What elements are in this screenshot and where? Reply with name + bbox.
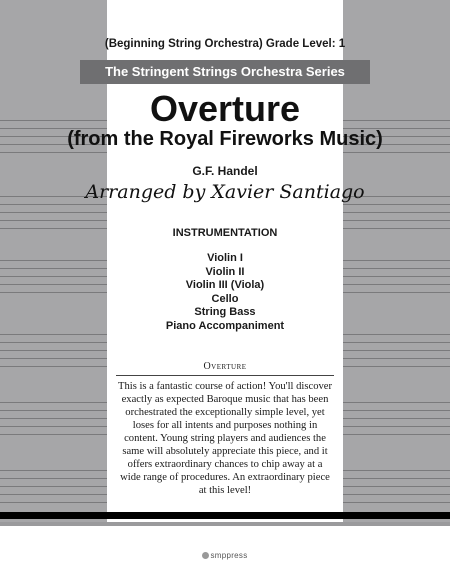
bottom-black-bar bbox=[0, 512, 450, 519]
arranger-credit: Arranged by Xavier Santiago bbox=[85, 181, 365, 203]
instrument-item: Cello bbox=[211, 292, 239, 305]
instrument-item: Violin I bbox=[207, 252, 243, 264]
instrumentation-heading: INSTRUMENTATION bbox=[172, 227, 278, 239]
description-heading: Overture bbox=[203, 361, 247, 372]
instrument-item: String Bass bbox=[194, 306, 256, 318]
series-title: The Stringent Strings Orchestra Series bbox=[105, 64, 345, 79]
piece-subtitle: (from the Royal Fireworks Music) bbox=[67, 128, 383, 150]
description-divider bbox=[116, 375, 334, 376]
instrumentation-list bbox=[0, 252, 450, 333]
instrument-item: Piano Accompaniment bbox=[165, 319, 285, 332]
bottom-gray-bar bbox=[0, 522, 450, 526]
grade-level: (Beginning String Orchestra) Grade Level: 1 bbox=[104, 38, 346, 50]
piece-title: Overture bbox=[149, 88, 301, 129]
instrument-item: Violin III (Viola) bbox=[185, 279, 265, 291]
instrument-item: Violin II bbox=[205, 265, 245, 278]
description-text: This is a fantastic course of action! You'll discover exactly as expected Baroque music that has been orchestrated the exceptionally simple level, yet loses for all intents and purposes nothing in content. Young string players and audiences the same will absolutely appreciate this piece, and it offers extraordinary chances to chip away at a wide range of procedures. An extraordinary piece at this level! bbox=[117, 381, 333, 496]
publisher-logo bbox=[0, 551, 450, 560]
publisher-name: smppress bbox=[210, 551, 248, 560]
composer-name: G.F. Handel bbox=[192, 164, 258, 178]
publisher-logo-icon bbox=[202, 552, 209, 559]
